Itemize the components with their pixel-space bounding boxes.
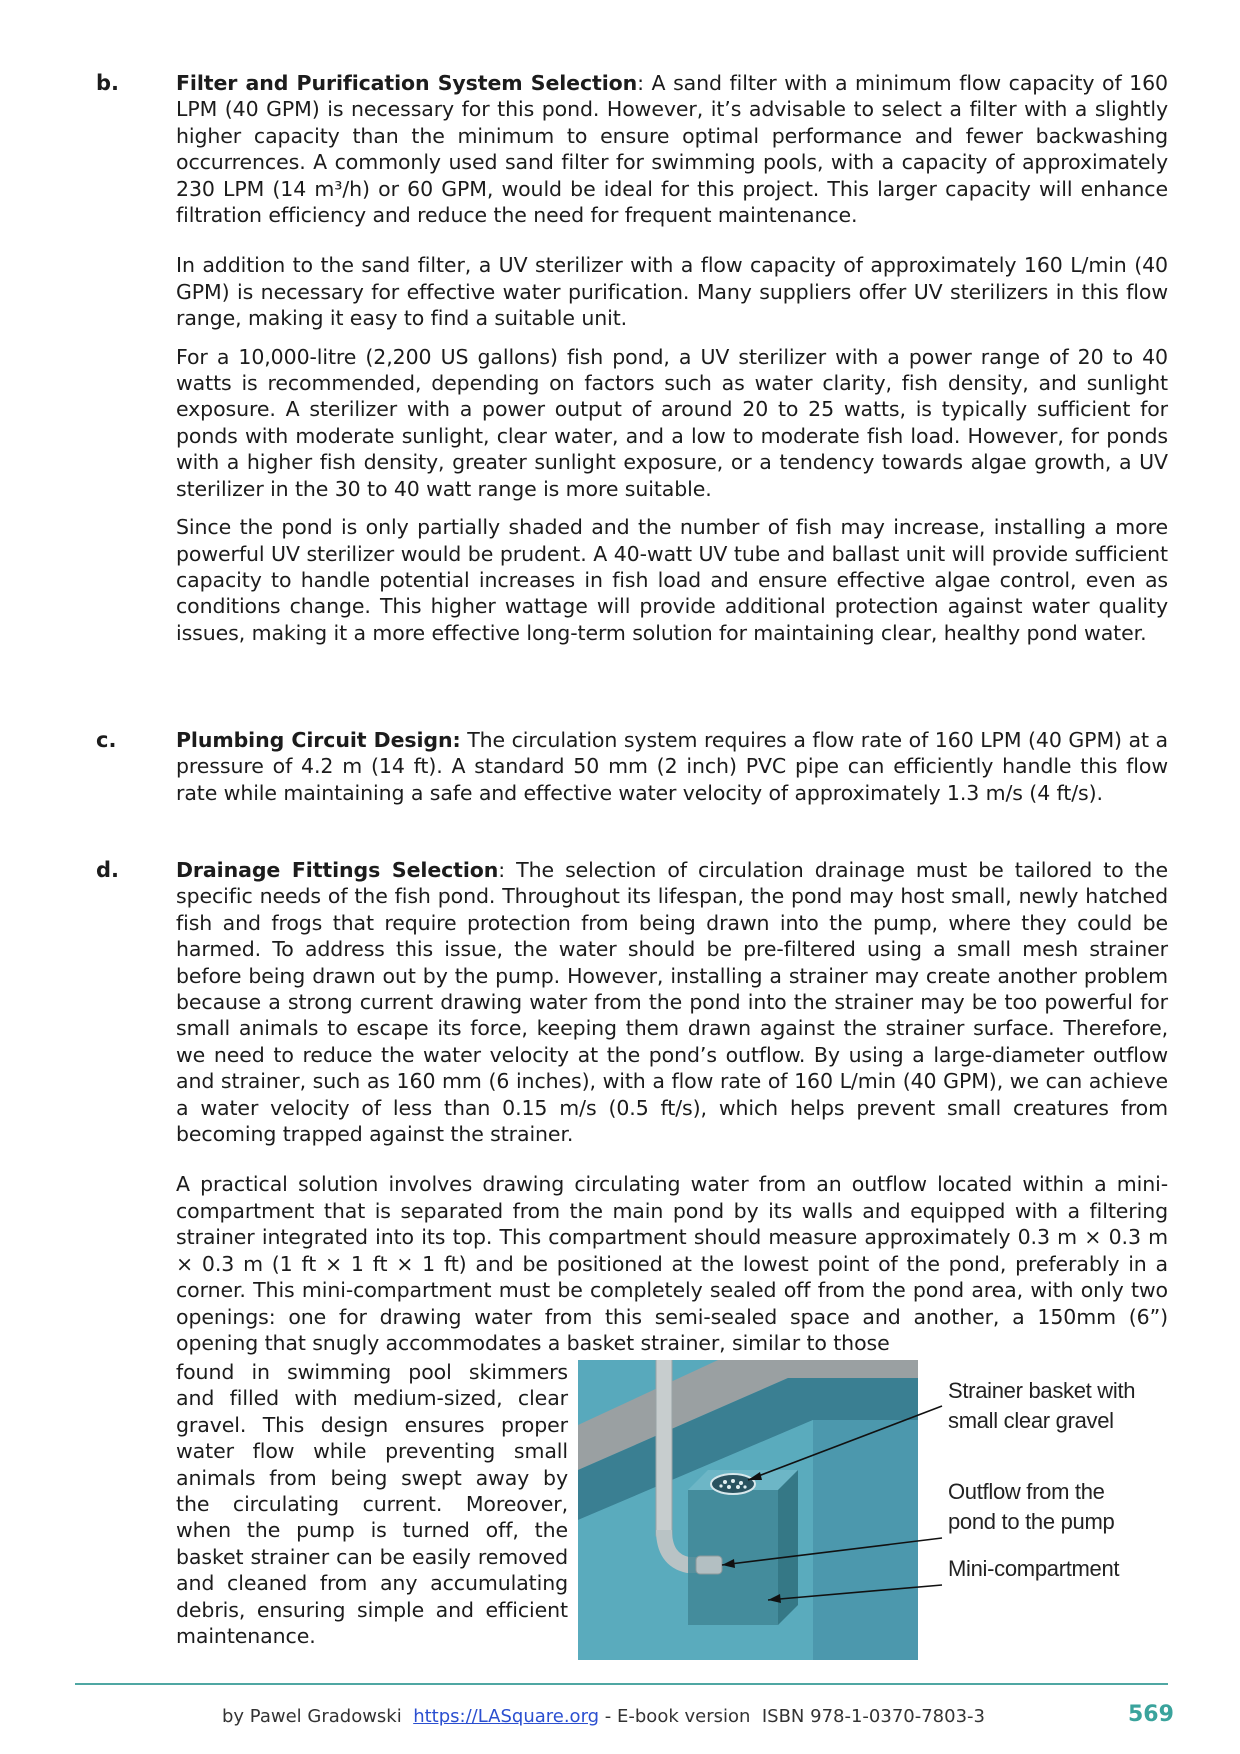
pond-compartment-figure bbox=[578, 1360, 1168, 1660]
strainer-basket bbox=[711, 1474, 755, 1494]
footer bbox=[222, 1706, 985, 1727]
section-title: Filter and Purification System Selection bbox=[176, 71, 638, 95]
paragraph: A practical solution involves drawing circulating water from an outflow located within a mini-compartment that is separated from the main pond by its walls and equipped with a filtering strainer integrated into its top. This compartment should measure approximately 0.3 m × 0.3 m × 0.3 m (1 ft × 1 ft × 1 ft) and be positioned at the lowest point of the pond, preferably in a corner. This mini-compartment must be completely sealed off from the pond area, with only two openings: one for drawing water from this semi-sealed space and another, a 150mm (6”) opening that snugly accommodates a basket strainer, similar to those bbox=[176, 1172, 1168, 1355]
callout-mini-compartment: Mini-compartment bbox=[948, 1556, 1120, 1581]
section-body bbox=[176, 70, 1168, 646]
section-marker: b. bbox=[96, 71, 120, 95]
section-intro bbox=[176, 857, 1168, 1147]
section-intro-text: : A sand filter with a minimum flow capacity of 160 LPM (40 GPM) is necessary for this pond. However, it’s advisable to select a filter with a slightly higher capacity than the minimum to ensure optimal performance and fewer backwashing occurrences. A commonly used sand filter for swimming pools, with a capacity of approximately 230 LPM (14 m³/h) or 60 GPM, would be ideal for this project. This larger capacity will enhance filtration efficiency and reduce the need for frequent maintenance. bbox=[176, 71, 1168, 228]
section-marker: d. bbox=[96, 858, 120, 882]
section-intro bbox=[176, 727, 1168, 806]
page-number: 569 bbox=[1128, 1702, 1174, 1727]
paragraph: In addition to the sand filter, a UV sterilizer with a flow capacity of approximately 160 L/min (40 GPM) is necessary for effective water purification. Many suppliers offer UV sterilizers in this flow range, making it easy to find a suitable unit. bbox=[176, 253, 1168, 331]
section-intro bbox=[176, 70, 1168, 228]
outflow-fitting bbox=[696, 1556, 722, 1574]
pond-right-wall bbox=[813, 1420, 918, 1660]
footer-author: by Pawel Gradowski bbox=[222, 1706, 414, 1727]
paragraph: found in swimming pool skimmers and filled with medium-sized, clear gravel. This design ensures proper water flow while preventing small animals from being swept away by the circulating current. Moreover, when the pump is turned off, the basket strainer can be easily removed and cleaned from any accumulating debris, ensuring simple and efficient maintenance. bbox=[176, 1360, 568, 1649]
footer-isbn: - E-book version ISBN 978-1-0370-7803-3 bbox=[599, 1706, 985, 1727]
paragraph: For a 10,000-litre (2,200 US gallons) fish pond, a UV sterilizer with a power range of 20 to 40 watts is recommended, depending on factors such as water clarity, fish density, and sunlight exposure. A sterilizer with a power output of around 20 to 25 watts, is typically sufficient for ponds with moderate sunlight, clear water, and a low to moderate fish load. However, for ponds with a higher fish density, greater sunlight exposure, or a tendency towards algae growth, a UV sterilizer in the 30 to 40 watt range is more suitable. bbox=[176, 344, 1168, 501]
section-body bbox=[176, 727, 1168, 806]
compartment-side bbox=[778, 1470, 798, 1625]
footer-rule bbox=[75, 1683, 1168, 1685]
section-intro-text: The circulation system requires a flow rate of 160 LPM (40 GPM) at a pressure of 4.2 m (14 ft). A standard 50 mm (2 inch) PVC pipe can efficiently handle this flow rate while maintaining a safe and effective water velocity of approximately 1.3 m/s (4 ft/s). bbox=[176, 728, 1168, 805]
callout-strainer-basket: Strainer basket with small clear gravel bbox=[948, 1378, 1136, 1433]
section-marker: c. bbox=[96, 728, 117, 752]
section-title: Plumbing Circuit Design: bbox=[176, 728, 461, 752]
section-title: Drainage Fittings Selection bbox=[176, 858, 499, 882]
footer-link[interactable]: https://LASquare.org bbox=[413, 1706, 600, 1727]
callout-outflow: Outflow from the pond to the pump bbox=[948, 1479, 1115, 1534]
wrapped-paragraph bbox=[176, 1359, 568, 1649]
paragraph: Since the pond is only partially shaded and the number of fish may increase, installing a more powerful UV sterilizer would be prudent. A 40-watt UV tube and ballast unit will provide sufficient capacity to handle potential increases in fish load and ensure effective algae control, even as conditions change. This higher wattage will provide additional protection against water quality issues, making it a more effective long-term solution for maintaining clear, healthy pond water. bbox=[176, 515, 1168, 645]
pump-pipe bbox=[656, 1360, 672, 1536]
section-body bbox=[176, 857, 1168, 1356]
section-intro-text: : The selection of circulation drainage must be tailored to the specific needs of the fish pond. Throughout its lifespan, the pond may host small, newly hatched fish and frogs that require protection from being drawn into the pump, where they could be harmed. To address this issue, the water should be pre-filtered using a small mesh strainer before being drawn out by the pump. However, installing a strainer may create another problem because a strong current drawing water from the pond into the strainer may be too powerful for small animals to escape its force, keeping them drawn against the strainer surface. Therefore, we need to reduce the water velocity at the pond’s outflow. By using a large-diameter outflow and strainer, such as 160 mm (6 inches), with a flow rate of 160 L/min (40 GPM), we can achieve a water velocity of less than 0.15 m/s (0.5 ft/s), which helps prevent small creatures from becoming trapped against the strainer. bbox=[176, 858, 1168, 1147]
